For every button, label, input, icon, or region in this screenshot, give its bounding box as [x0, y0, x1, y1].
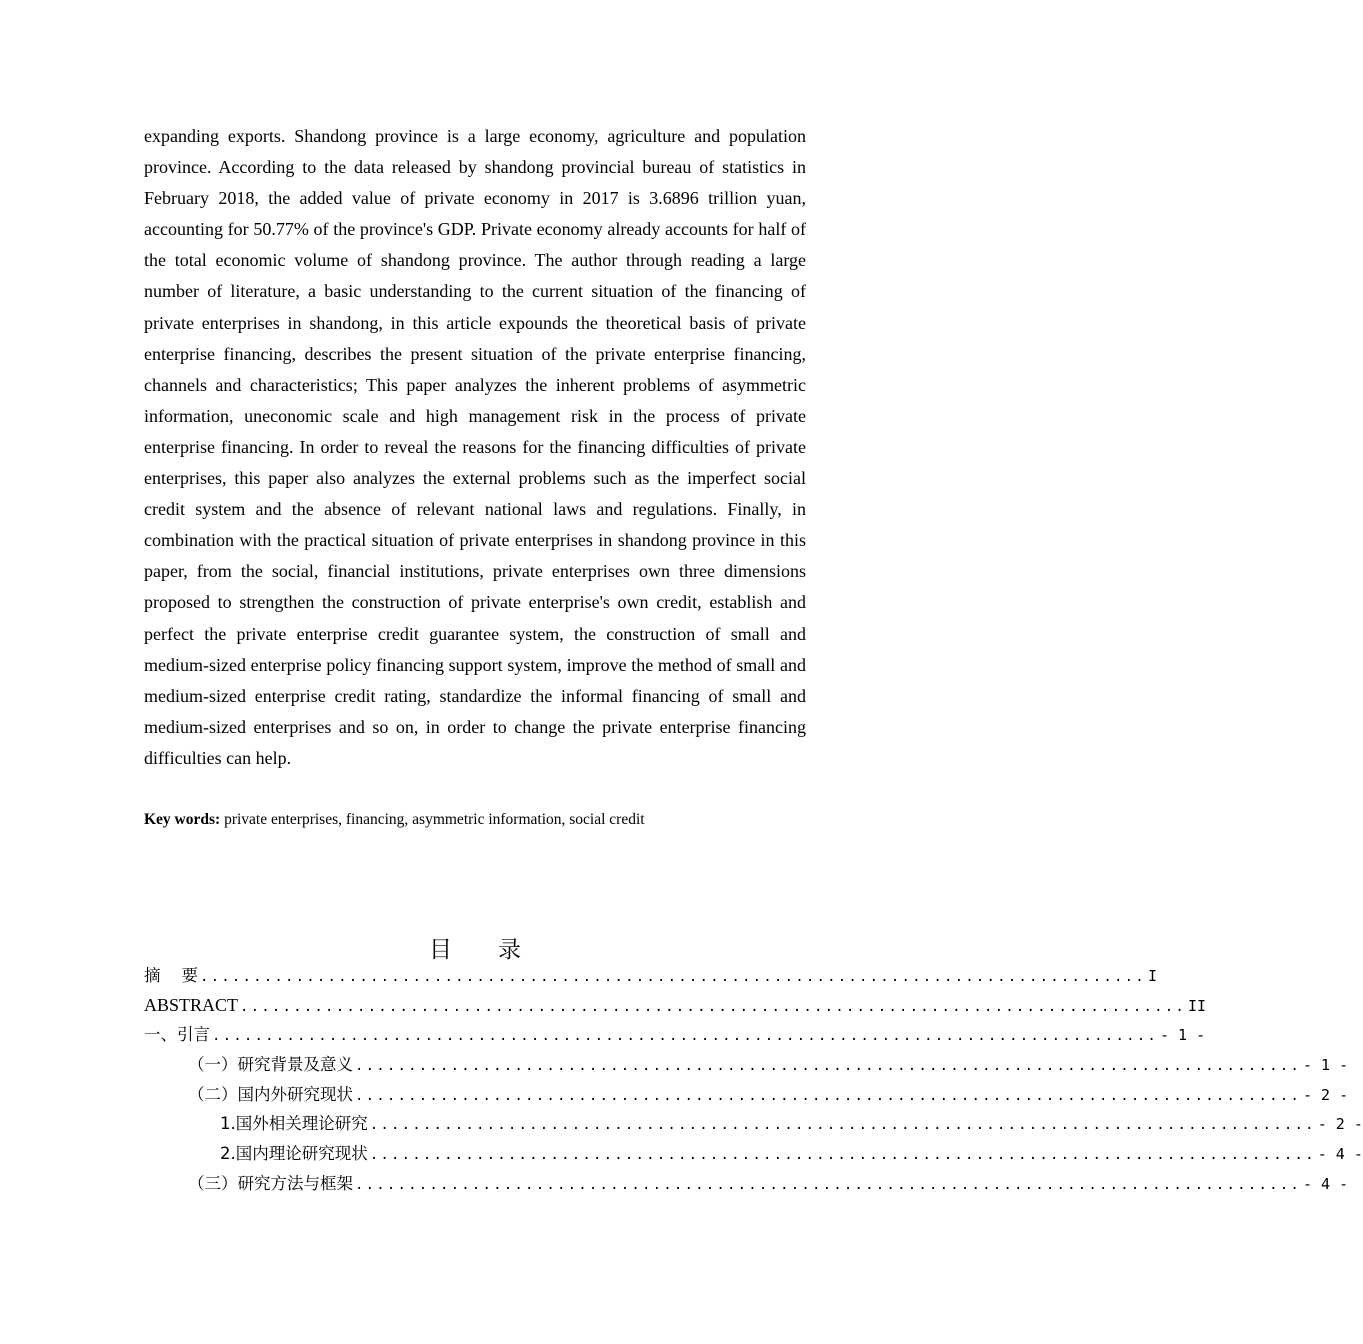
toc-dot-leader: .........................................................................................	[369, 1147, 1316, 1164]
keywords-value: private enterprises, financing, asymmetric information, social credit	[220, 811, 645, 828]
toc-entry-abstract-en[interactable]	[144, 991, 1207, 1021]
toc-dot-leader: .........................................................................................	[355, 1176, 1301, 1193]
toc-entry-page: - 2 -	[1317, 1115, 1363, 1134]
table-of-contents	[144, 961, 1363, 1199]
toc-dot-leader: .........................................................................................	[212, 1028, 1158, 1045]
toc-entry-page: - 4 -	[1302, 1174, 1349, 1193]
toc-entry-label: （一）研究背景及意义	[188, 1055, 353, 1075]
toc-dot-leader: .........................................................................................	[240, 998, 1186, 1015]
keywords-line	[144, 809, 806, 831]
toc-entry-domestic-theory[interactable]	[144, 1139, 1363, 1169]
toc-entry-foreign-theory[interactable]	[144, 1109, 1363, 1139]
toc-entry-background[interactable]	[144, 1050, 1349, 1080]
toc-entry-label: 1.国外相关理论研究	[220, 1114, 368, 1134]
toc-title-char-2: 录	[498, 937, 521, 963]
toc-entry-research-status[interactable]	[144, 1080, 1349, 1110]
toc-entry-page: - 2 -	[1302, 1085, 1349, 1104]
toc-dot-leader: .........................................................................................	[355, 1087, 1301, 1104]
toc-entry-label: 一、引言	[144, 1025, 210, 1045]
toc-entry-label: （二）国内外研究现状	[188, 1084, 353, 1104]
toc-dot-leader: .........................................................................................	[355, 1058, 1301, 1075]
toc-entry-label: 2.国内理论研究现状	[220, 1144, 368, 1164]
toc-dot-leader: .........................................................................................	[369, 1117, 1316, 1134]
toc-entry-page: - 1 -	[1302, 1056, 1349, 1075]
keywords-label: Key words:	[144, 811, 221, 828]
toc-entry-label: 摘 要	[144, 966, 198, 985]
toc-entry-page: - 1 -	[1159, 1026, 1206, 1045]
toc-dot-leader: .........................................................................................	[199, 969, 1146, 985]
toc-entry-label: ABSTRACT	[144, 994, 239, 1015]
toc-entry-label: （三）研究方法与框架	[188, 1173, 353, 1193]
toc-entry-abstract-cn[interactable]	[144, 961, 1157, 991]
toc-entry-methods[interactable]	[144, 1169, 1349, 1199]
toc-entry-page: - 4 -	[1317, 1145, 1363, 1164]
abstract-paragraph: expanding exports. Shandong province is a large economy, agriculture and population province. According to the data released by shandong provincial bureau of statistics in February 2018, the added value of private economy in 2017 is 3.6896 trillion yuan, accounting for 50.77% of the province's GDP. Private economy already accounts for half of the total economic volume of shandong province. The author through reading a large number of literature, a basic understanding to the current situation of the financing of private enterprises in shandong, in this article expounds the theoretical basis of private enterprise financing, describes the present situation of the private enterprise financing, channels and characteristics; This paper analyzes the inherent problems of asymmetric information, uneconomic scale and high management risk in the process of private enterprise financing. In order to reveal the reasons for the financing difficulties of private enterprises, this paper also analyzes the external problems such as the imperfect social credit system and the absence of relevant national laws and regulations. Finally, in combination with the practical situation of private enterprises in shandong province in this paper, from the social, financial institutions, private enterprises own three dimensions proposed to strengthen the construction of private enterprise's own credit, establish and perfect the private enterprise credit guarantee system, the construction of small and medium-sized enterprise policy financing support system, improve the method of small and medium-sized enterprise credit rating, standardize the informal financing of small and medium-sized enterprises and so on, in order to change the private enterprise financing difficulties can help.	[144, 126, 806, 768]
toc-title-char-1: 目	[429, 937, 452, 963]
toc-entry-page: II	[1188, 996, 1207, 1015]
toc-entry-introduction[interactable]	[144, 1020, 1206, 1050]
toc-entry-page: I	[1147, 967, 1157, 985]
